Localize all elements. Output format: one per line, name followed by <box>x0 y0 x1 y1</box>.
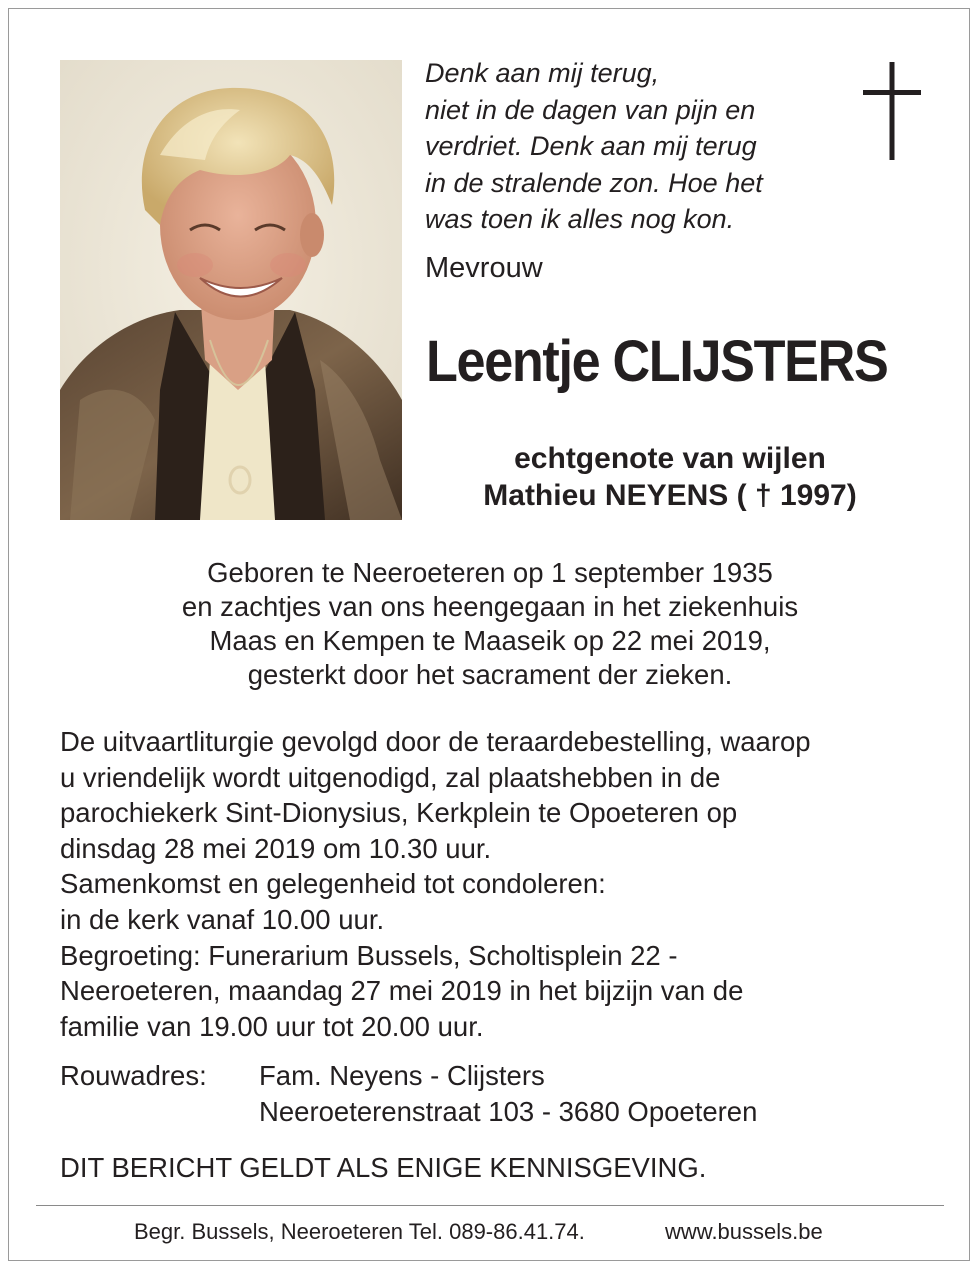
address-line: Neeroeterenstraat 103 - 3680 Opoeteren <box>259 1096 758 1127</box>
text-line: u vriendelijk wordt uitgenodigd, zal plaatshebben in de <box>60 761 721 793</box>
footer-divider <box>36 1205 944 1206</box>
memorial-poem <box>425 55 845 238</box>
deceased-name: Leentje CLIJSTERS <box>426 329 888 394</box>
poem-line: in de stralende zon. Hoe het <box>425 167 763 198</box>
spouse-line: echtgenote van wijlen <box>514 442 826 475</box>
address-line: Fam. Neyens - Clijsters <box>259 1060 545 1091</box>
poem-line: verdriet. Denk aan mij terug <box>425 131 757 161</box>
text-line: Begroeting: Funerarium Bussels, Scholtisplein 22 - <box>60 939 678 971</box>
spouse-name: Mathieu NEYENS ( † 1997) <box>483 479 857 512</box>
text-line: dinsdag 28 mei 2019 om 10.30 uur. <box>60 832 492 864</box>
notice-statement: DIT BERICHT GELDT ALS ENIGE KENNISGEVING. <box>60 1152 707 1183</box>
text-line: De uitvaartliturgie gevolgd door de teraardebestelling, waarop <box>60 726 811 757</box>
text-line: Samenkomst en gelegenheid tot condoleren: <box>60 868 606 900</box>
funeral-home-contact: Begr. Bussels, Neeroeteren Tel. 089-86.41.74. <box>134 1219 585 1244</box>
funeral-details-paragraph <box>60 724 940 1044</box>
portrait-photo <box>60 60 402 520</box>
birth-death-paragraph <box>40 556 940 692</box>
funeral-home-website[interactable]: www.bussels.be <box>665 1219 823 1244</box>
spouse-info <box>410 440 930 514</box>
cross-icon <box>863 62 921 160</box>
text-line: en zachtjes van ons heengegaan in het ziekenhuis <box>181 591 799 622</box>
text-line: in de kerk vanaf 10.00 uur. <box>60 903 385 935</box>
text-line: Geboren te Neeroeteren op 1 september 1935 <box>207 557 773 588</box>
honorific: Mevrouw <box>425 252 543 284</box>
poem-line: was toen ik alles nog kon. <box>425 204 735 234</box>
poem-line: Denk aan mij terug, <box>425 58 660 88</box>
text-line: familie van 19.00 uur tot 20.00 uur. <box>60 1010 484 1042</box>
address-value <box>259 1058 757 1130</box>
text-line: parochiekerk Sint-Dionysius, Kerkplein te Opoeteren op <box>60 797 738 829</box>
address-label: Rouwadres: <box>60 1060 207 1091</box>
text-line: gesterkt door het sacrament der zieken. <box>247 659 733 690</box>
text-line: Neeroeteren, maandag 27 mei 2019 in het bijzijn van de <box>60 975 744 1007</box>
text-line: Maas en Kempen te Maaseik op 22 mei 2019, <box>209 625 771 656</box>
poem-line: niet in de dagen van pijn en <box>425 94 756 125</box>
